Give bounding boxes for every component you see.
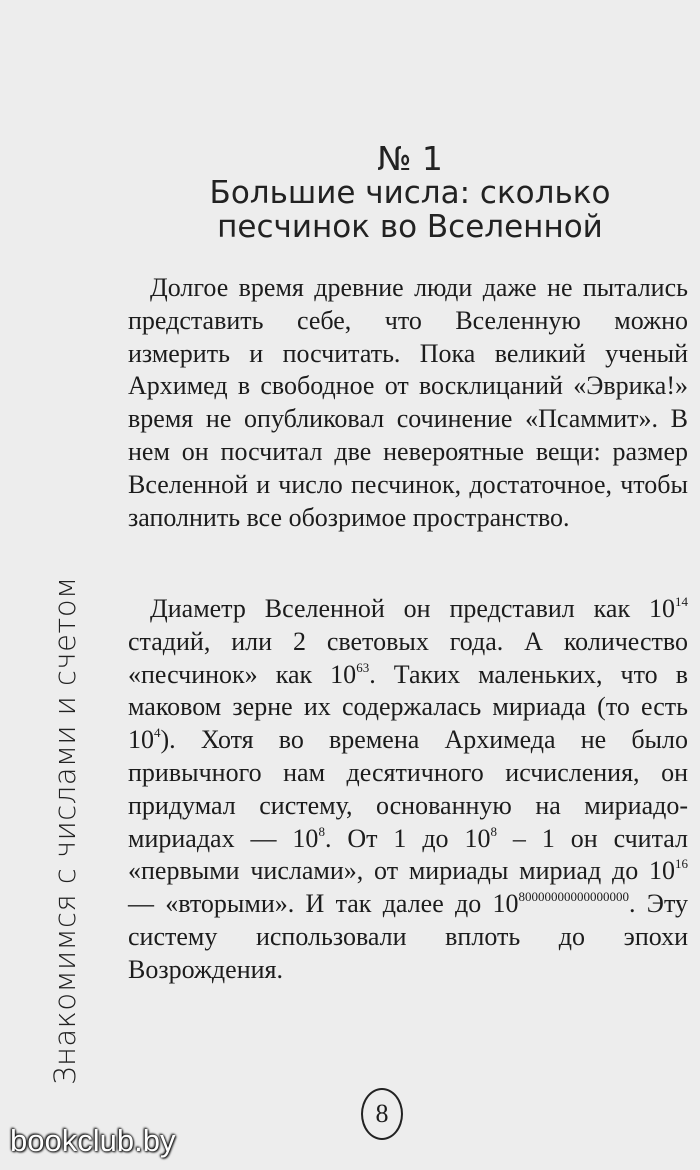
exponent: 63 — [356, 659, 370, 675]
paragraph-1 — [128, 272, 688, 534]
paragraph-2 — [128, 593, 688, 987]
paragraph-1-text: Долгое время древние люди даже не пытались представить себе, что Вселенную можно измерить и посчитать. Пока великий ученый Архимед в свободное от восклицаний «Эврика!» время не опубликовал сочинение «Псаммит». В нем он посчитал две невероятные вещи: размер Вселенной и число песчинок, достаточное, чтобы заполнить все обозримое пространство. — [128, 273, 688, 532]
chapter-number: № 1 — [377, 139, 443, 178]
page-number: 8 — [361, 1088, 403, 1140]
text-run: . Эту систему использовали вплоть до эпохи Возрождения. — [128, 889, 688, 984]
text-run: . От 1 до 10 — [324, 823, 491, 853]
text-run: – 1 он считал «первыми числами», от мириады мириад до 10 — [128, 823, 688, 886]
text-run: ). Хотя во времена Архимеда не было привычного нам десятичного исчисления, он придумал систему, основанную на мириадо-мириадах — 10 — [128, 725, 688, 853]
text-run: стадий, или 2 световых года. А количество «песчинок» как 10 — [128, 626, 688, 689]
exponent: 16 — [675, 856, 688, 872]
chapter-heading — [130, 139, 690, 245]
watermark: bookclub.by — [10, 1123, 176, 1158]
chapter-title: Большие числа: сколько песчинок во Вселенной — [209, 175, 611, 245]
exponent: 4 — [154, 725, 161, 741]
text-run: — «вторыми». И так далее до 10 — [128, 889, 519, 919]
text-run: . Таких маленьких, что в маковом зерне их содержалась мириада (то есть 10 — [128, 659, 688, 755]
text-run: Диаметр Вселенной он представил как 10 — [150, 594, 675, 623]
exponent: 8 — [490, 823, 497, 839]
exponent: 8 — [318, 823, 325, 839]
exponent: 14 — [675, 594, 688, 609]
exponent: 80000000000000000 — [518, 889, 630, 905]
running-header: Знакомимся с числами и счетом — [48, 576, 82, 1085]
paragraph-2-text — [128, 593, 688, 987]
